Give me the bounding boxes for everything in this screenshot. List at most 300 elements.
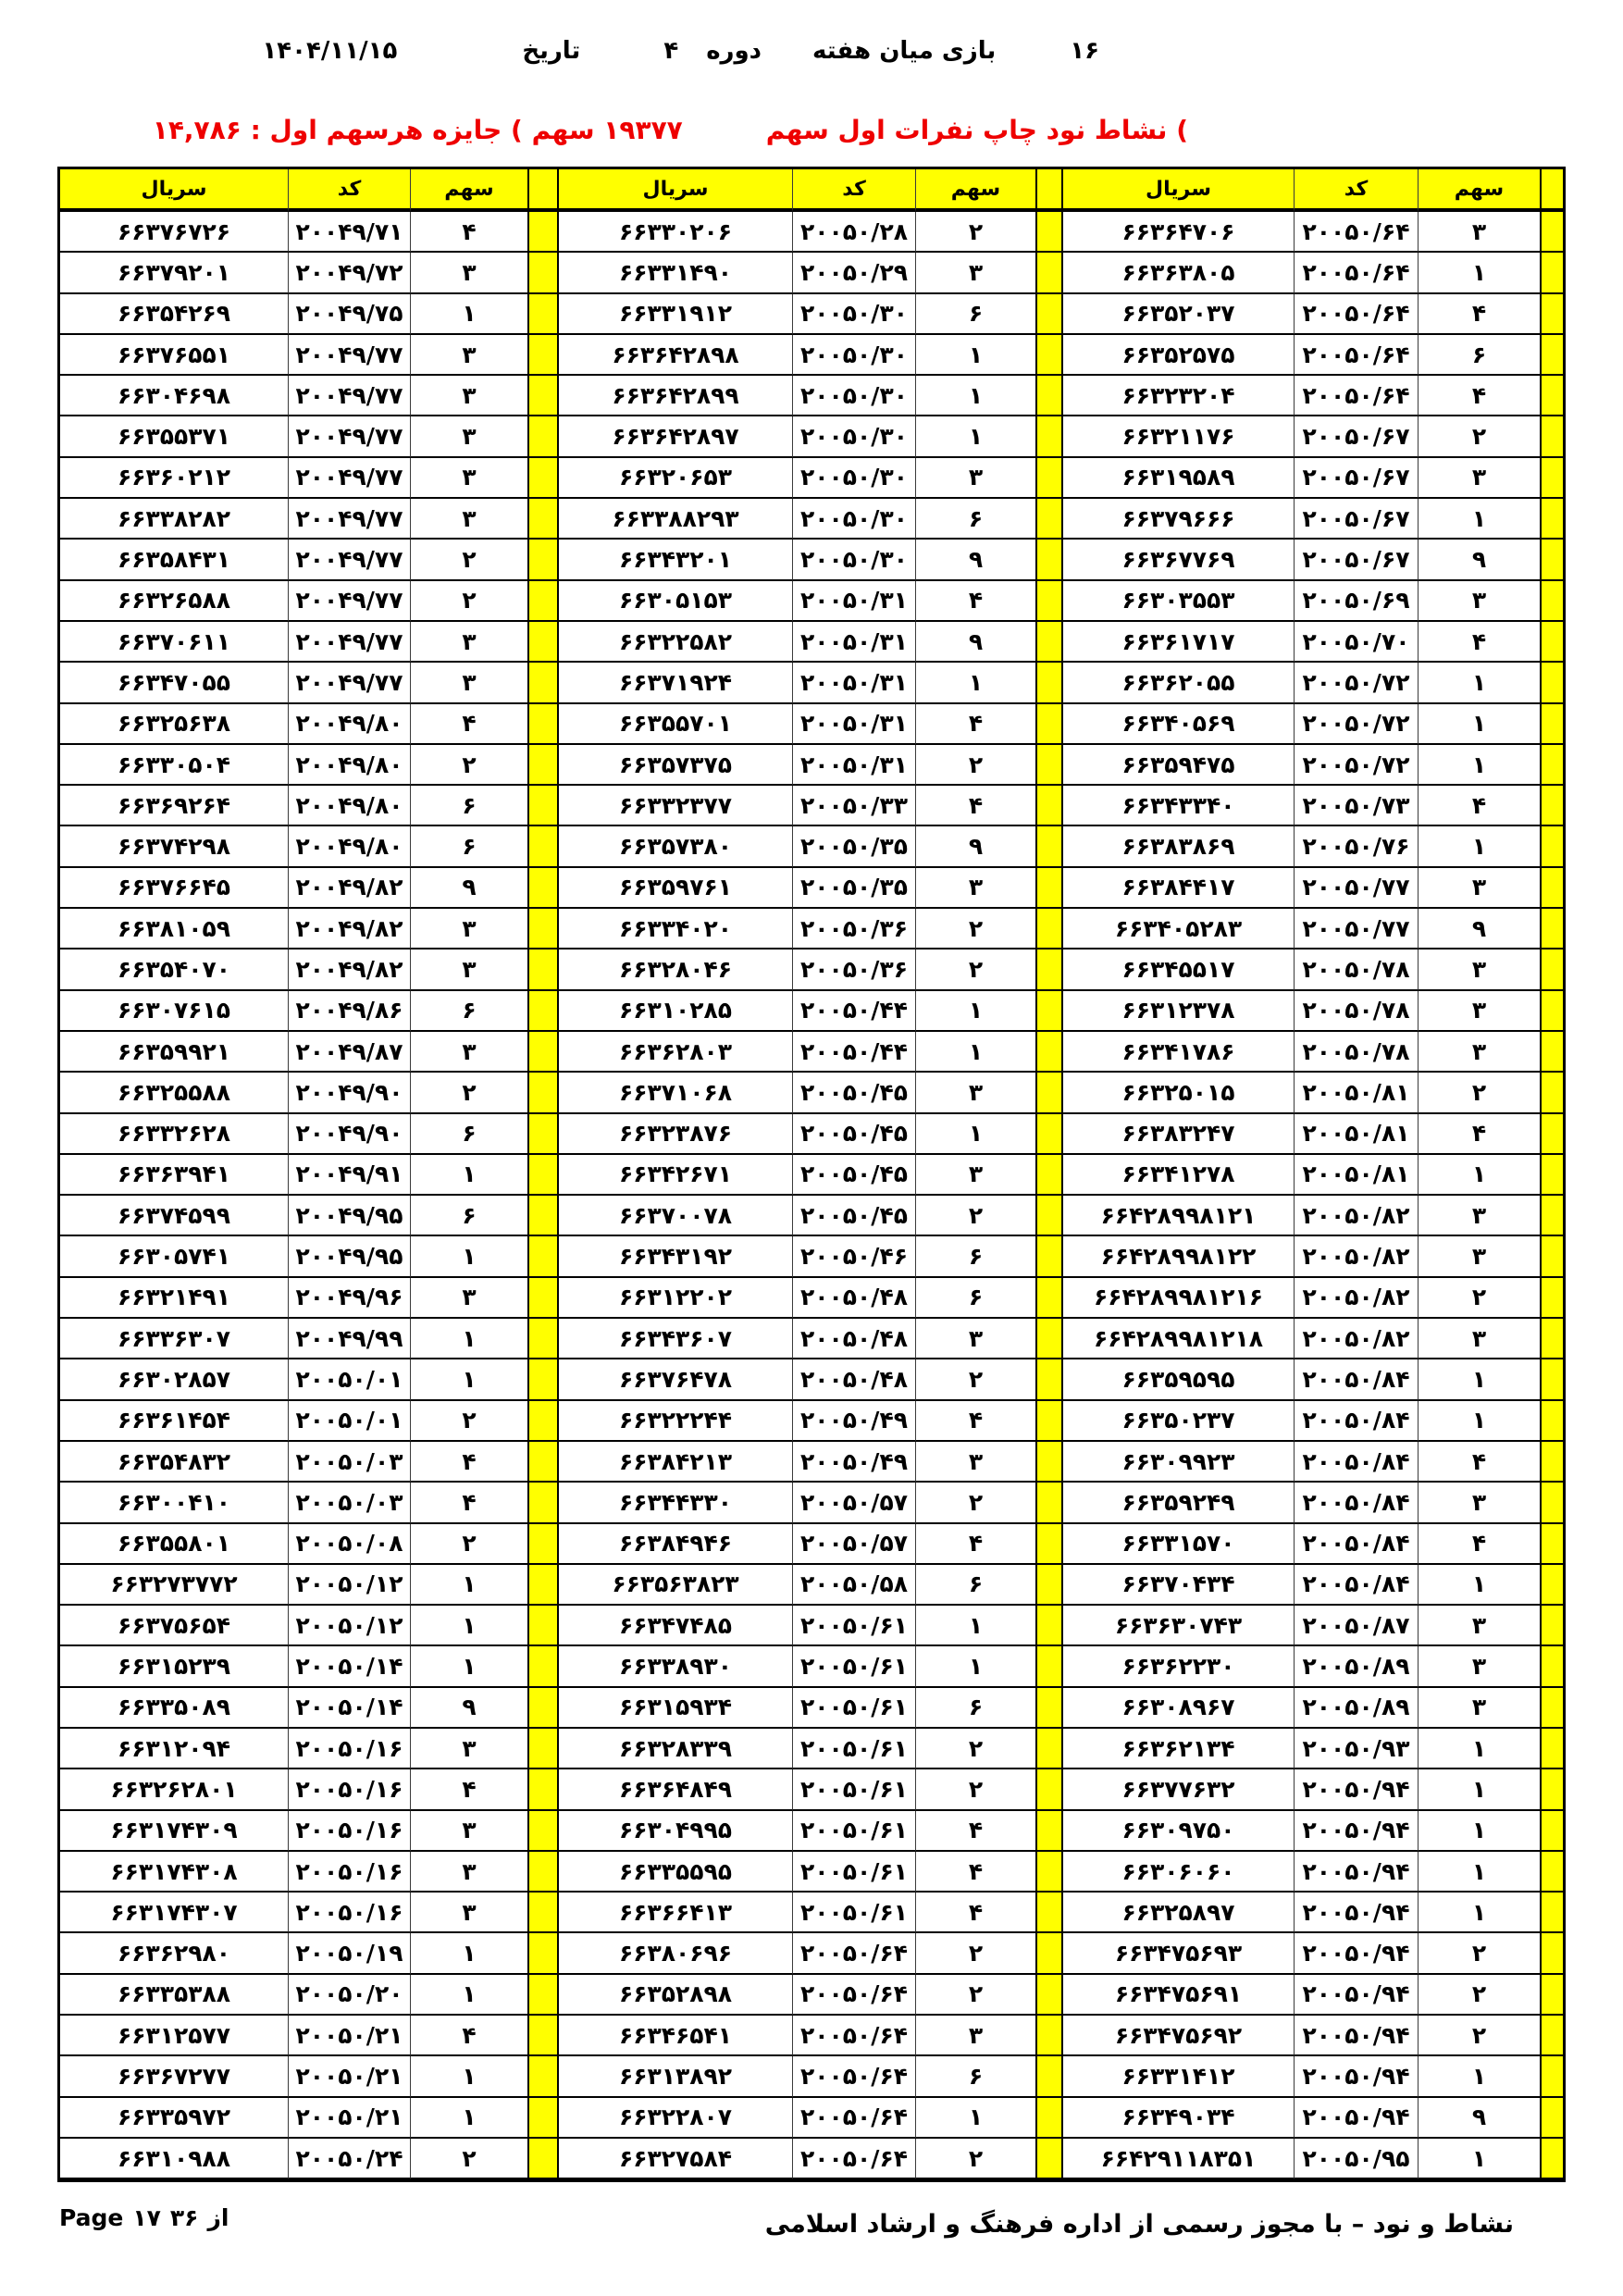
serial-cell: ۶۶۳۳۸۲۸۲ [60, 499, 288, 540]
group-separator [1540, 253, 1563, 293]
group-separator [1540, 1032, 1563, 1073]
group-separator [1035, 499, 1061, 540]
date-value: ۱۴۰۴/۱۱/۱۵ [262, 37, 398, 65]
group-separator [527, 540, 557, 580]
share-cell: ۴ [1418, 1442, 1540, 1483]
share-cell: ۱ [1418, 2056, 1540, 2097]
serial-cell: ۶۶۳۵۵۳۷۱ [60, 416, 288, 457]
share-cell: ۳ [915, 1442, 1035, 1483]
column-header-code: کد [288, 169, 410, 212]
group-separator [1035, 1483, 1061, 1523]
code-cell: ۲۰۰۵۰/۳۱ [792, 663, 915, 703]
code-cell: ۲۰۰۵۰/۷۸ [1294, 949, 1418, 990]
group-separator [1540, 2016, 1563, 2056]
group-separator [1035, 2098, 1061, 2139]
group-separator [527, 1278, 557, 1319]
code-cell: ۲۰۰۵۰/۶۷ [1294, 540, 1418, 580]
serial-cell: ۶۶۳۱۷۴۳۰۹ [60, 1811, 288, 1852]
serial-cell: ۶۶۳۴۷۵۶۹۲ [1061, 2016, 1294, 2056]
group-separator [1035, 868, 1061, 909]
page-number: ۱۷ [132, 2204, 161, 2231]
share-cell: ۱ [410, 1975, 527, 2016]
share-cell: ۱ [1418, 1729, 1540, 1769]
serial-cell: ۶۶۳۲۸۳۳۹ [557, 1729, 792, 1769]
code-cell: ۲۰۰۵۰/۶۴ [1294, 212, 1418, 253]
serial-cell: ۶۶۳۵۶۳۸۲۳ [557, 1565, 792, 1606]
code-cell: ۲۰۰۵۰/۲۸ [792, 212, 915, 253]
code-cell: ۲۰۰۵۰/۸۲ [1294, 1196, 1418, 1236]
code-cell: ۲۰۰۵۰/۳۰ [792, 540, 915, 580]
code-cell: ۲۰۰۵۰/۳۳ [792, 786, 915, 826]
code-cell: ۲۰۰۵۰/۶۷ [1294, 458, 1418, 499]
code-cell: ۲۰۰۴۹/۸۲ [288, 868, 410, 909]
share-cell: ۴ [915, 581, 1035, 622]
share-cell: ۹ [915, 540, 1035, 580]
code-cell: ۲۰۰۴۹/۹۵ [288, 1196, 410, 1236]
share-cell: ۳ [410, 376, 527, 416]
share-cell: ۳ [410, 416, 527, 457]
code-cell: ۲۰۰۵۰/۴۵ [792, 1155, 915, 1196]
group-separator [527, 663, 557, 703]
share-cell: ۶ [410, 786, 527, 826]
group-separator [527, 458, 557, 499]
share-cell: ۲ [410, 2139, 527, 2179]
code-cell: ۲۰۰۵۰/۳۱ [792, 622, 915, 663]
group-separator [1035, 294, 1061, 335]
code-cell: ۲۰۰۵۰/۶۱ [792, 1729, 915, 1769]
share-cell: ۴ [915, 1401, 1035, 1442]
serial-cell: ۶۶۳۱۲۵۷۷ [60, 2016, 288, 2056]
share-cell: ۴ [410, 212, 527, 253]
column-header-code: کد [792, 169, 915, 212]
group-separator [1540, 294, 1563, 335]
share-cell: ۳ [915, 458, 1035, 499]
share-cell: ۲ [915, 1769, 1035, 1810]
share-cell: ۳ [410, 909, 527, 949]
code-cell: ۲۰۰۵۰/۳۶ [792, 949, 915, 990]
share-cell: ۶ [1418, 335, 1540, 376]
serial-cell: ۶۶۳۴۰۵۶۹ [1061, 704, 1294, 745]
code-cell: ۲۰۰۵۰/۳۱ [792, 745, 915, 786]
group-separator [1035, 1236, 1061, 1277]
serial-cell: ۶۶۳۵۲۵۷۵ [1061, 335, 1294, 376]
code-cell: ۲۰۰۵۰/۵۸ [792, 1565, 915, 1606]
serial-cell: ۶۶۳۶۲۸۰۳ [557, 1032, 792, 1073]
code-cell: ۲۰۰۴۹/۸۰ [288, 786, 410, 826]
share-cell: ۱ [410, 294, 527, 335]
share-cell: ۲ [915, 1975, 1035, 2016]
share-cell: ۱ [1418, 663, 1540, 703]
code-cell: ۲۰۰۵۰/۸۴ [1294, 1401, 1418, 1442]
group-separator [1540, 1155, 1563, 1196]
serial-cell: ۶۶۳۶۴۸۴۹ [557, 1769, 792, 1810]
serial-cell: ۶۶۳۵۲۸۹۸ [557, 1975, 792, 2016]
code-cell: ۲۰۰۵۰/۶۴ [792, 2056, 915, 2097]
code-cell: ۲۰۰۵۰/۲۱ [288, 2098, 410, 2139]
serial-cell: ۶۶۳۶۱۴۵۴ [60, 1401, 288, 1442]
code-cell: ۲۰۰۵۰/۶۷ [1294, 499, 1418, 540]
code-cell: ۲۰۰۵۰/۶۱ [792, 1688, 915, 1729]
code-cell: ۲۰۰۵۰/۴۸ [792, 1359, 915, 1400]
subtitle-left-part: ۱۹۳۷۷ سهم ) جایزه هرسهم اول : ۱۴,۷۸۶ [152, 115, 683, 145]
group-separator [1540, 1236, 1563, 1277]
serial-cell: ۶۶۳۱۳۸۹۲ [557, 2056, 792, 2097]
share-cell: ۴ [410, 2016, 527, 2056]
code-cell: ۲۰۰۵۰/۹۴ [1294, 2016, 1418, 2056]
share-cell: ۹ [915, 826, 1035, 867]
share-cell: ۳ [1418, 212, 1540, 253]
code-cell: ۲۰۰۴۹/۸۲ [288, 909, 410, 949]
group-separator [1035, 1114, 1061, 1155]
serial-cell: ۶۶۳۷۶۵۵۱ [60, 335, 288, 376]
group-separator [1540, 376, 1563, 416]
group-separator [1035, 1688, 1061, 1729]
serial-cell: ۶۶۳۰۰۴۱۰ [60, 1483, 288, 1523]
code-cell: ۲۰۰۵۰/۹۴ [1294, 2056, 1418, 2097]
share-cell: ۴ [410, 1769, 527, 1810]
share-cell: ۳ [410, 458, 527, 499]
share-cell: ۳ [915, 868, 1035, 909]
code-cell: ۲۰۰۴۹/۷۷ [288, 335, 410, 376]
code-cell: ۲۰۰۵۰/۱۹ [288, 1933, 410, 1974]
serial-cell: ۶۶۳۲۵۵۸۸ [60, 1073, 288, 1113]
share-cell: ۹ [1418, 2098, 1540, 2139]
share-cell: ۱ [915, 2098, 1035, 2139]
serial-cell: ۶۶۳۶۹۲۶۴ [60, 786, 288, 826]
group-separator [527, 1196, 557, 1236]
share-cell: ۱ [1418, 745, 1540, 786]
group-separator [1035, 458, 1061, 499]
share-cell: ۱ [1418, 499, 1540, 540]
serial-cell: ۶۶۳۷۱۰۶۸ [557, 1073, 792, 1113]
group-separator [1035, 1975, 1061, 2016]
group-separator [1035, 581, 1061, 622]
serial-cell: ۶۶۳۰۷۶۱۵ [60, 991, 288, 1032]
code-cell: ۲۰۰۵۰/۸۴ [1294, 1442, 1418, 1483]
group-separator [527, 294, 557, 335]
group-separator [1035, 1073, 1061, 1113]
serial-cell: ۶۶۳۳۱۹۱۲ [557, 294, 792, 335]
group-separator [1540, 1359, 1563, 1400]
share-cell: ۱ [1418, 1852, 1540, 1893]
serial-cell: ۶۶۳۱۷۴۳۰۸ [60, 1852, 288, 1893]
share-cell: ۳ [1418, 949, 1540, 990]
report-header [262, 37, 1099, 65]
group-separator [1035, 1155, 1061, 1196]
group-separator [527, 1565, 557, 1606]
group-separator [1540, 1852, 1563, 1893]
code-cell: ۲۰۰۵۰/۹۴ [1294, 1852, 1418, 1893]
serial-cell: ۶۶۳۵۹۹۲۱ [60, 1032, 288, 1073]
group-separator [1540, 991, 1563, 1032]
group-separator [527, 909, 557, 949]
serial-cell: ۶۶۳۷۷۶۳۲ [1061, 1769, 1294, 1810]
share-cell: ۳ [410, 1852, 527, 1893]
code-cell: ۲۰۰۵۰/۱۶ [288, 1852, 410, 1893]
serial-cell: ۶۶۳۸۰۶۹۶ [557, 1933, 792, 1974]
code-cell: ۲۰۰۵۰/۱۶ [288, 1893, 410, 1933]
serial-cell: ۶۶۳۸۴۹۴۶ [557, 1524, 792, 1565]
group-separator [1540, 1769, 1563, 1810]
code-cell: ۲۰۰۵۰/۶۴ [792, 2016, 915, 2056]
code-cell: ۲۰۰۵۰/۹۴ [1294, 1975, 1418, 2016]
code-cell: ۲۰۰۴۹/۷۷ [288, 622, 410, 663]
serial-cell: ۶۶۴۲۸۹۹۸۱۲۱۸ [1061, 1319, 1294, 1359]
share-cell: ۱ [915, 1606, 1035, 1646]
share-cell: ۱ [915, 663, 1035, 703]
group-separator [1035, 1729, 1061, 1769]
serial-cell: ۶۶۳۴۷۰۵۵ [60, 663, 288, 703]
serial-cell: ۶۶۳۶۰۲۱۲ [60, 458, 288, 499]
code-cell: ۲۰۰۵۰/۱۲ [288, 1606, 410, 1646]
code-cell: ۲۰۰۵۰/۳۰ [792, 416, 915, 457]
share-cell: ۱ [1418, 1769, 1540, 1810]
group-separator [527, 1975, 557, 2016]
share-cell: ۳ [410, 1893, 527, 1933]
group-separator [1540, 1646, 1563, 1687]
group-separator [1540, 663, 1563, 703]
share-cell: ۴ [1418, 376, 1540, 416]
serial-cell: ۶۶۳۳۵۰۸۹ [60, 1688, 288, 1729]
serial-cell: ۶۶۳۳۱۴۹۰ [557, 253, 792, 293]
serial-cell: ۶۶۳۰۳۵۵۳ [1061, 581, 1294, 622]
code-cell: ۲۰۰۵۰/۸۱ [1294, 1155, 1418, 1196]
code-cell: ۲۰۰۵۰/۳۰ [792, 458, 915, 499]
serial-cell: ۶۶۳۴۶۵۴۱ [557, 2016, 792, 2056]
code-cell: ۲۰۰۴۹/۸۰ [288, 826, 410, 867]
code-cell: ۲۰۰۴۹/۸۰ [288, 745, 410, 786]
serial-cell: ۶۶۳۲۷۳۷۷۲ [60, 1565, 288, 1606]
group-separator [1540, 212, 1563, 253]
serial-cell: ۶۶۳۳۱۵۷۰ [1061, 1524, 1294, 1565]
serial-cell: ۶۶۳۵۹۷۶۱ [557, 868, 792, 909]
share-cell: ۳ [915, 1155, 1035, 1196]
serial-cell: ۶۶۳۶۱۷۱۷ [1061, 622, 1294, 663]
page-indicator [59, 2204, 229, 2231]
share-cell: ۲ [915, 2139, 1035, 2179]
serial-cell: ۶۶۳۲۲۸۰۷ [557, 2098, 792, 2139]
group-separator [527, 1688, 557, 1729]
group-separator [527, 991, 557, 1032]
share-cell: ۱ [915, 335, 1035, 376]
group-separator [1035, 1359, 1061, 1400]
code-cell: ۲۰۰۵۰/۳۵ [792, 868, 915, 909]
code-cell: ۲۰۰۵۰/۵۷ [792, 1524, 915, 1565]
share-cell: ۳ [1418, 1236, 1540, 1277]
license-text: نشاط و نود – با مجوز رسمی از اداره فرهنگ و ارشاد اسلامی [764, 2210, 1514, 2239]
share-cell: ۱ [915, 376, 1035, 416]
share-cell: ۳ [915, 253, 1035, 293]
share-cell: ۱ [1418, 1401, 1540, 1442]
group-separator [1540, 1524, 1563, 1565]
serial-cell: ۶۶۳۷۴۲۹۸ [60, 826, 288, 867]
group-separator [1035, 1852, 1061, 1893]
share-cell: ۱ [1418, 826, 1540, 867]
code-cell: ۲۰۰۵۰/۷۷ [1294, 909, 1418, 949]
code-cell: ۲۰۰۵۰/۳۶ [792, 909, 915, 949]
share-cell: ۲ [410, 581, 527, 622]
code-cell: ۲۰۰۵۰/۸۴ [1294, 1359, 1418, 1400]
serial-cell: ۶۶۳۷۹۲۰۱ [60, 253, 288, 293]
share-cell: ۶ [915, 1688, 1035, 1729]
code-cell: ۲۰۰۵۰/۷۸ [1294, 991, 1418, 1032]
serial-cell: ۶۶۳۴۰۵۲۸۳ [1061, 909, 1294, 949]
serial-cell: ۶۶۳۷۶۴۷۸ [557, 1359, 792, 1400]
group-separator [1035, 169, 1061, 212]
code-cell: ۲۰۰۵۰/۶۴ [792, 1933, 915, 1974]
code-cell: ۲۰۰۵۰/۸۷ [1294, 1606, 1418, 1646]
serial-cell: ۶۶۳۲۶۵۸۸ [60, 581, 288, 622]
serial-cell: ۶۶۳۴۷۴۸۵ [557, 1606, 792, 1646]
group-separator [1035, 1565, 1061, 1606]
serial-cell: ۶۶۳۳۰۵۰۴ [60, 745, 288, 786]
group-separator [1035, 745, 1061, 786]
group-separator [527, 335, 557, 376]
serial-cell: ۶۶۳۳۸۸۲۹۳ [557, 499, 792, 540]
share-cell: ۶ [915, 1278, 1035, 1319]
code-cell: ۲۰۰۵۰/۶۴ [1294, 294, 1418, 335]
share-cell: ۲ [410, 1073, 527, 1113]
code-cell: ۲۰۰۵۰/۸۱ [1294, 1114, 1418, 1155]
group-separator [1035, 2056, 1061, 2097]
code-cell: ۲۰۰۴۹/۷۱ [288, 212, 410, 253]
code-cell: ۲۰۰۵۰/۴۵ [792, 1114, 915, 1155]
serial-cell: ۶۶۳۰۸۹۶۷ [1061, 1688, 1294, 1729]
share-cell: ۳ [915, 1073, 1035, 1113]
serial-cell: ۶۶۳۲۷۵۸۴ [557, 2139, 792, 2179]
code-cell: ۲۰۰۴۹/۸۶ [288, 991, 410, 1032]
code-cell: ۲۰۰۵۰/۶۱ [792, 1646, 915, 1687]
code-cell: ۲۰۰۵۰/۳۰ [792, 294, 915, 335]
code-cell: ۲۰۰۵۰/۶۴ [1294, 376, 1418, 416]
share-cell: ۶ [915, 1236, 1035, 1277]
group-separator [1540, 704, 1563, 745]
group-separator [1540, 1729, 1563, 1769]
group-separator [1540, 540, 1563, 580]
serial-cell: ۶۶۳۶۳۰۷۴۳ [1061, 1606, 1294, 1646]
code-cell: ۲۰۰۵۰/۶۱ [792, 1893, 915, 1933]
serial-cell: ۶۶۴۲۸۹۹۸۱۲۱ [1061, 1196, 1294, 1236]
code-cell: ۲۰۰۵۰/۲۴ [288, 2139, 410, 2179]
share-cell: ۶ [410, 1196, 527, 1236]
group-separator [1035, 909, 1061, 949]
serial-cell: ۶۶۳۱۷۴۳۰۷ [60, 1893, 288, 1933]
serial-cell: ۶۶۳۷۰۰۷۸ [557, 1196, 792, 1236]
serial-cell: ۶۶۳۶۴۲۸۹۹ [557, 376, 792, 416]
code-cell: ۲۰۰۵۰/۶۴ [792, 2139, 915, 2179]
serial-cell: ۶۶۳۲۵۰۱۵ [1061, 1073, 1294, 1113]
share-cell: ۱ [1418, 253, 1540, 293]
group-separator [1035, 2016, 1061, 2056]
share-cell: ۴ [915, 1852, 1035, 1893]
group-separator [1540, 2056, 1563, 2097]
code-cell: ۲۰۰۵۰/۶۱ [792, 1606, 915, 1646]
group-separator [1540, 949, 1563, 990]
serial-cell: ۶۶۳۳۰۲۰۶ [557, 212, 792, 253]
serial-cell: ۶۶۳۶۷۷۶۹ [1061, 540, 1294, 580]
group-separator [1540, 499, 1563, 540]
serial-cell: ۶۶۳۵۹۵۹۵ [1061, 1359, 1294, 1400]
serial-cell: ۶۶۳۵۴۸۳۲ [60, 1442, 288, 1483]
share-cell: ۳ [410, 949, 527, 990]
code-cell: ۲۰۰۵۰/۹۴ [1294, 1893, 1418, 1933]
group-separator [1035, 1319, 1061, 1359]
code-cell: ۲۰۰۴۹/۸۰ [288, 704, 410, 745]
serial-cell: ۶۶۳۷۴۵۹۹ [60, 1196, 288, 1236]
serial-cell: ۶۶۳۶۲۰۵۵ [1061, 663, 1294, 703]
serial-cell: ۶۶۴۲۹۱۱۸۳۵۱ [1061, 2139, 1294, 2179]
code-cell: ۲۰۰۵۰/۰۳ [288, 1483, 410, 1523]
share-cell: ۱ [410, 2098, 527, 2139]
group-separator [527, 622, 557, 663]
code-cell: ۲۰۰۵۰/۴۵ [792, 1073, 915, 1113]
column-header-share: سهم [1418, 169, 1540, 212]
group-separator [1540, 1483, 1563, 1523]
share-cell: ۲ [915, 745, 1035, 786]
group-separator [1540, 2098, 1563, 2139]
code-cell: ۲۰۰۵۰/۹۵ [1294, 2139, 1418, 2179]
share-cell: ۱ [1418, 1811, 1540, 1852]
group-separator [1540, 416, 1563, 457]
group-separator [1540, 1933, 1563, 1974]
group-separator [527, 1893, 557, 1933]
serial-cell: ۶۶۳۲۰۶۵۳ [557, 458, 792, 499]
code-cell: ۲۰۰۴۹/۷۷ [288, 540, 410, 580]
code-cell: ۲۰۰۵۰/۱۶ [288, 1729, 410, 1769]
serial-cell: ۶۶۳۱۹۵۸۹ [1061, 458, 1294, 499]
serial-cell: ۶۶۳۴۲۶۷۱ [557, 1155, 792, 1196]
share-cell: ۴ [410, 1483, 527, 1523]
code-cell: ۲۰۰۵۰/۸۲ [1294, 1236, 1418, 1277]
serial-cell: ۶۶۳۲۶۲۸۰۱ [60, 1769, 288, 1810]
serial-cell: ۶۶۳۱۲۰۹۴ [60, 1729, 288, 1769]
share-cell: ۲ [915, 949, 1035, 990]
code-cell: ۲۰۰۵۰/۸۴ [1294, 1483, 1418, 1523]
serial-cell: ۶۶۳۶۳۸۰۵ [1061, 253, 1294, 293]
group-separator [527, 2056, 557, 2097]
page-word: Page [59, 2204, 124, 2231]
group-separator [527, 1646, 557, 1687]
share-cell: ۱ [410, 1319, 527, 1359]
group-separator [527, 1729, 557, 1769]
serial-cell: ۶۶۳۸۴۴۱۷ [1061, 868, 1294, 909]
date-label: تاریخ [522, 37, 581, 65]
group-separator [1035, 622, 1061, 663]
share-cell: ۲ [915, 1933, 1035, 1974]
serial-cell: ۶۶۳۵۴۲۶۹ [60, 294, 288, 335]
code-cell: ۲۰۰۵۰/۲۱ [288, 2016, 410, 2056]
serial-cell: ۶۶۳۶۴۲۸۹۸ [557, 335, 792, 376]
serial-cell: ۶۶۳۶۴۲۸۹۷ [557, 416, 792, 457]
share-cell: ۱ [410, 1606, 527, 1646]
share-cell: ۶ [410, 1114, 527, 1155]
serial-cell: ۶۶۳۵۲۰۳۷ [1061, 294, 1294, 335]
code-cell: ۲۰۰۵۰/۶۹ [1294, 581, 1418, 622]
group-separator [527, 169, 557, 212]
code-cell: ۲۰۰۵۰/۸۲ [1294, 1278, 1418, 1319]
serial-cell: ۶۶۳۰۵۷۴۱ [60, 1236, 288, 1277]
share-cell: ۳ [1418, 1606, 1540, 1646]
serial-cell: ۶۶۳۳۲۶۲۸ [60, 1114, 288, 1155]
group-separator [1035, 1646, 1061, 1687]
group-separator [1035, 704, 1061, 745]
group-separator [527, 1114, 557, 1155]
serial-cell: ۶۶۳۷۱۹۲۴ [557, 663, 792, 703]
serial-cell: ۶۶۳۱۲۲۰۲ [557, 1278, 792, 1319]
code-cell: ۲۰۰۵۰/۶۴ [1294, 335, 1418, 376]
group-separator [1540, 745, 1563, 786]
serial-cell: ۶۶۳۴۷۵۶۹۳ [1061, 1933, 1294, 1974]
